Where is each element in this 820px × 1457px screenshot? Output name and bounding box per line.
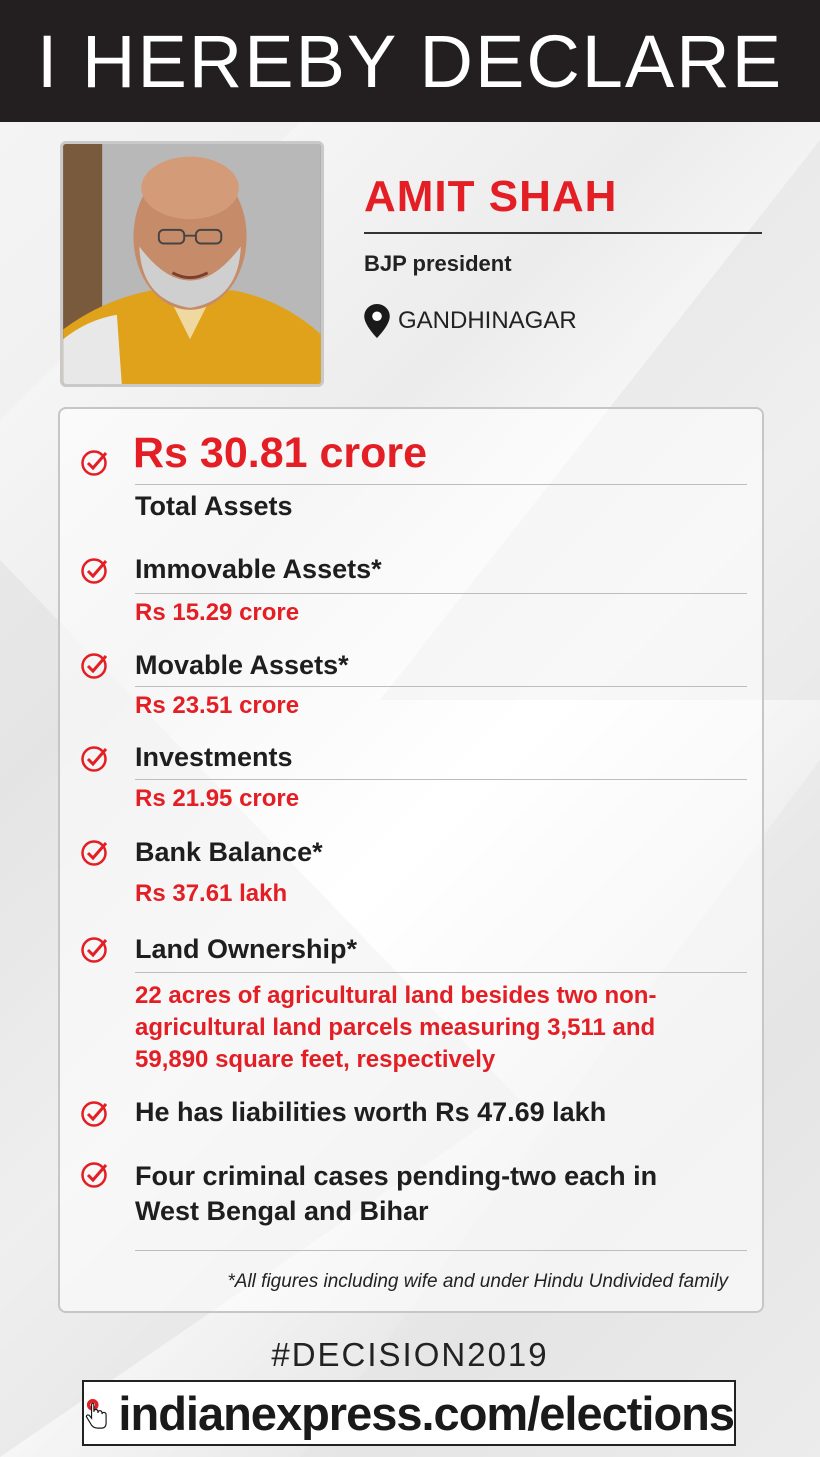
check-icon <box>80 557 108 585</box>
divider <box>135 972 747 973</box>
check-icon <box>80 839 108 867</box>
page-title: I HEREBY DECLARE <box>0 0 820 122</box>
site-url[interactable]: indianexpress.com/elections <box>118 1386 734 1440</box>
divider <box>135 686 747 687</box>
footnote: *All figures including wife and under Hindu Undivided family <box>227 1271 728 1292</box>
site-link[interactable] <box>82 1380 736 1446</box>
portrait-image <box>63 144 321 384</box>
divider <box>135 1250 747 1251</box>
check-icon <box>80 936 108 964</box>
total-assets-label: Total Assets <box>135 491 293 521</box>
asset-value: 22 acres of agricultural land besides two non-agricultural land parcels measuring 3,511 and 59,890 square feet, respectively <box>135 982 657 1073</box>
check-icon <box>80 449 108 477</box>
constituency <box>364 304 577 338</box>
candidate-name: AMIT SHAH <box>364 172 618 221</box>
asset-label: Bank Balance* <box>135 837 323 867</box>
divider <box>135 779 747 780</box>
asset-label: Movable Assets* <box>135 650 349 680</box>
divider <box>135 484 747 485</box>
asset-label: Investments <box>135 742 293 772</box>
candidate-role: BJP president <box>364 251 512 276</box>
liabilities-text: He has liabilities worth Rs 47.69 lakh <box>135 1097 607 1127</box>
asset-value: Rs 15.29 crore <box>135 599 300 626</box>
location-pin-icon <box>364 304 390 338</box>
assets-card <box>58 407 764 1313</box>
divider <box>135 593 747 594</box>
asset-label: Land Ownership* <box>135 934 358 964</box>
asset-value: Rs 23.51 crore <box>135 692 300 719</box>
constituency-label: GANDHINAGAR <box>398 307 577 334</box>
check-icon <box>80 745 108 773</box>
asset-value: Rs 21.95 crore <box>135 785 300 812</box>
check-icon <box>80 1161 108 1189</box>
hashtag: #DECISION2019 <box>271 1336 549 1373</box>
total-assets-value: Rs 30.81 crore <box>133 429 428 477</box>
criminal-cases-text: Four criminal cases pending-two each in West Bengal and Bihar <box>135 1161 658 1226</box>
hand-cursor-icon <box>84 1386 108 1440</box>
divider <box>364 232 762 234</box>
profile-photo <box>60 141 324 387</box>
asset-label: Immovable Assets* <box>135 554 382 584</box>
asset-value: Rs 37.61 lakh <box>135 880 288 907</box>
check-icon <box>80 1100 108 1128</box>
check-icon <box>80 652 108 680</box>
